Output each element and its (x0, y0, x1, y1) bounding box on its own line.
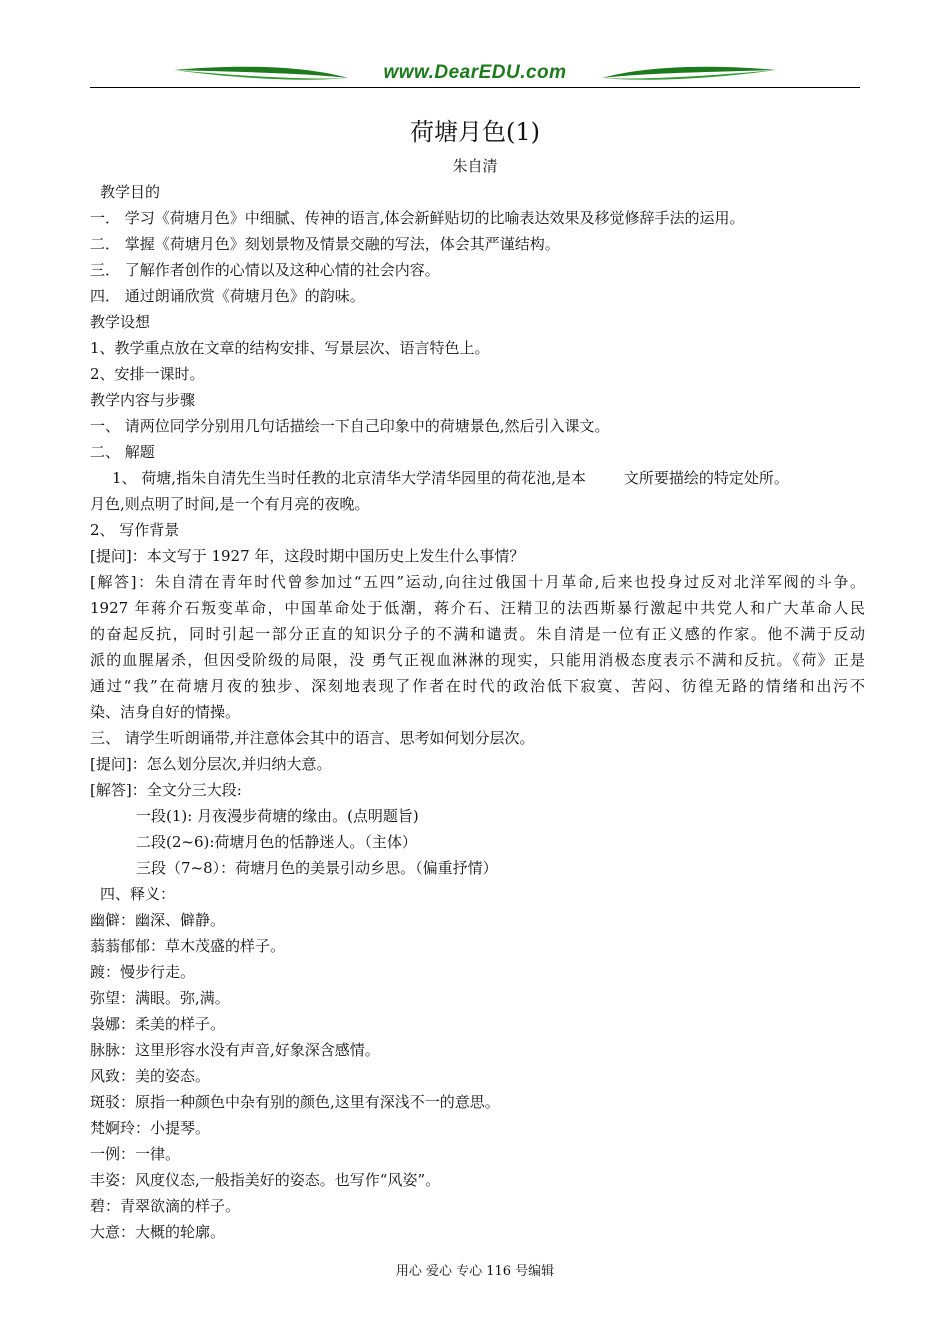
step-item: 三、 请学生听朗诵带,并注意体会其中的语言、思考如何划分层次。 (90, 729, 535, 747)
gloss-item: 脉脉：这里形容水没有声音,好象深含感情。 (90, 1041, 380, 1059)
step-item: 一、 请两位同学分别用几句话描绘一下自己印象中的荷塘景色,然后引入课文。 (90, 417, 610, 435)
goal-item: 三． 了解作者创作的心情以及这种心情的社会内容。 (90, 261, 440, 279)
answer-line: [解答]：全文分三大段: (90, 781, 242, 799)
site-logo-text: www.DearEDU.com (383, 62, 567, 83)
gloss-item: 一例：一律。 (90, 1145, 181, 1163)
gloss-item: 幽僻：幽深、僻静。 (90, 911, 226, 929)
gloss-item: 斑驳：原指一种颜色中杂有别的颜色,这里有深浅不一的意思。 (90, 1093, 500, 1111)
document-author: 朱自清 (452, 157, 498, 175)
goal-item: 四． 通过朗诵欣赏《荷塘月色》的韵味。 (90, 287, 365, 305)
step-item: 二、 解题 (90, 443, 155, 461)
answer-line: 通过“我”在荷塘月夜的独步、深刻地表现了作者在时代的政治低下寂寞、苦闷、彷徨无路的情绪和出污不 (90, 677, 865, 695)
gloss-item: 袅娜：柔美的样子。 (90, 1015, 226, 1033)
design-item: 2、安排一课时。 (90, 365, 205, 383)
section-heading: 教学内容与步骤 (90, 391, 196, 409)
explain-text: 1、 荷塘,指朱自清先生当时任教的北京清华大学清华园里的荷花池,是本 (112, 469, 586, 487)
answer-line: 派的血腥屠杀，但因受阶级的局限，没 勇气正视血淋淋的现实，只能用消极态度表示不满和反抗。《荷》正是 (90, 651, 865, 669)
question-line: [提问]：怎么划分层次,并归纳大意。 (90, 755, 332, 773)
explain-line (90, 465, 865, 491)
answer-line: 染、洁身自好的情操。 (90, 703, 241, 721)
part-item: 二段(2~6):荷塘月色的恬静迷人。（主体） (136, 833, 417, 851)
gloss-item: 弥望：满眼。弥,满。 (90, 989, 230, 1007)
answer-line: [解答]：朱自清在青年时代曾参加过“五四”运动,向往过俄国十月革命,后来也投身过反对北洋军阀的斗争。 (90, 573, 865, 591)
answer-line: 的奋起反抗，同时引起一部分正直的知识分子的不满和谴责。朱自清是一位有正义感的作家。他不满于反动 (90, 625, 865, 643)
gloss-item: 碧：青翠欲滴的样子。 (90, 1197, 241, 1215)
header-divider (90, 87, 860, 88)
gloss-item: 梵婀玲：小提琴。 (90, 1119, 211, 1137)
part-item: 三段（7~8）：荷塘月色的美景引动乡思。（偏重抒情） (136, 859, 498, 877)
part-item: 一段(1): 月夜漫步荷塘的缘由。(点明题旨) (136, 807, 419, 825)
page-footer: 用心 爱心 专心 116 号编辑 (395, 1264, 555, 1279)
goal-item: 二． 掌握《荷塘月色》刻划景物及情景交融的写法，体会其严谨结构。 (90, 235, 560, 253)
section-heading: 教学目的 (100, 183, 161, 201)
section-heading: 教学设想 (90, 313, 151, 331)
document-body (90, 179, 865, 1245)
question-line: [提问]：本文写于 1927 年，这段时期中国历史上发生什么事情？ (90, 547, 525, 565)
design-item: 1、教学重点放在文章的结构安排、写景层次、语言特色上。 (90, 339, 490, 357)
explain-text: 文所要描绘的特定处所。 (623, 469, 789, 487)
gloss-item: 风致：美的姿态。 (90, 1067, 211, 1085)
gloss-item: 丰姿：风度仪态,一般指美好的姿态。也写作“风姿”。 (90, 1171, 441, 1189)
subsection-heading: 2、 写作背景 (90, 521, 180, 539)
goal-item: 一． 学习《荷塘月色》中细腻、传神的语言,体会新鲜贴切的比喻表达效果及移觉修辞手法的运用。 (90, 209, 745, 227)
explain-line: 月色,则点明了时间,是一个有月亮的夜晚。 (90, 495, 370, 513)
gloss-item: 大意：大概的轮廓。 (90, 1223, 226, 1241)
section-heading: 四、释义： (100, 885, 176, 903)
gloss-item: 踱：慢步行走。 (90, 963, 196, 981)
answer-line: 1927 年蒋介石叛变革命，中国革命处于低潮，蒋介石、汪精卫的法西斯暴行激起中共党人和广大革命人民 (90, 599, 865, 617)
document-title: 荷塘月色(1) (410, 118, 540, 146)
gloss-item: 蓊蓊郁郁：草木茂盛的样子。 (90, 937, 286, 955)
